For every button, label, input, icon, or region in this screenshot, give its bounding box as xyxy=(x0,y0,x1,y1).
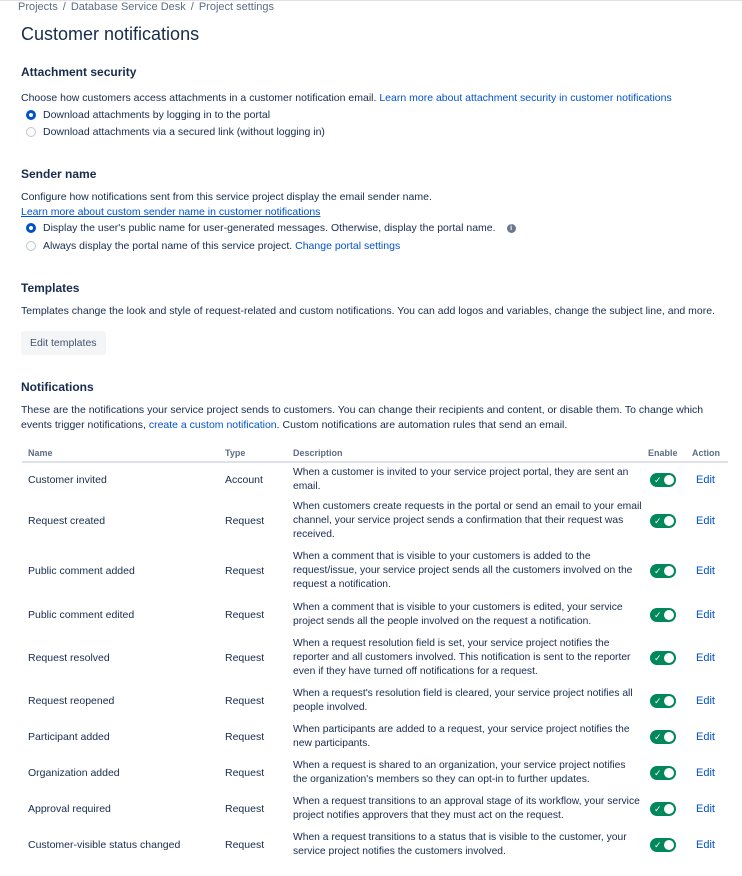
notification-name: Customer-visible status changed xyxy=(28,839,181,851)
attachment-option-login-label: Download attachments by logging in to the portal xyxy=(43,109,271,121)
enable-toggle[interactable] xyxy=(650,730,676,744)
check-icon: ✓ xyxy=(654,609,662,620)
notification-type: Request xyxy=(225,565,265,577)
toggle-knob xyxy=(664,516,674,526)
attachment-security-description xyxy=(21,92,672,104)
notification-type: Request xyxy=(225,803,265,815)
notification-name: Request created xyxy=(28,515,106,527)
notification-action-cell xyxy=(686,827,728,863)
edit-link[interactable]: Edit xyxy=(696,803,715,815)
notification-enable-cell xyxy=(642,462,686,496)
notification-enable-cell xyxy=(642,633,686,683)
check-icon: ✓ xyxy=(654,768,662,778)
edit-link[interactable]: Edit xyxy=(696,731,715,743)
breadcrumb-projects[interactable]: Projects xyxy=(18,1,58,13)
notifications-description-line1: These are the notifications your service project sends to customers. You can change their recipients and content, or disable them. To change which xyxy=(21,404,704,416)
edit-link[interactable]: Edit xyxy=(696,695,715,707)
notification-description: When a request transitions to a status that is visible to the customer, your service project notifies the customers involved. xyxy=(293,832,627,857)
toggle-knob xyxy=(664,840,674,850)
notification-enable-cell xyxy=(642,827,686,863)
notification-type: Request xyxy=(225,515,265,527)
change-portal-settings-link[interactable]: Change portal settings xyxy=(295,240,401,252)
notification-action-cell xyxy=(686,719,728,755)
table-row xyxy=(22,827,728,863)
create-custom-notification-link[interactable]: create a custom notification xyxy=(148,419,277,431)
notification-description: When a comment that is visible to your customers is added to the request/issue, your service project sends all the customers involved on the request a notification. xyxy=(293,551,633,590)
notification-description: When a request's resolution field is cleared, your service project notifies all people involved. xyxy=(293,688,633,713)
notification-name: Participant added xyxy=(28,731,110,743)
check-icon: ✓ xyxy=(654,732,662,742)
notification-type: Account xyxy=(225,473,263,486)
notification-enable-cell xyxy=(642,496,686,546)
notification-type: Request xyxy=(225,608,265,621)
toggle-knob xyxy=(664,610,674,620)
enable-toggle[interactable] xyxy=(650,694,676,708)
enable-toggle[interactable] xyxy=(650,651,676,665)
attachment-option-login[interactable] xyxy=(26,109,270,121)
table-header-row xyxy=(22,444,728,462)
sender-option-portal-name-text: Always display the portal name of this service project. xyxy=(43,240,293,252)
sender-option-public-name[interactable] xyxy=(26,222,516,234)
breadcrumb xyxy=(18,1,274,13)
notification-enable-cell xyxy=(642,546,686,596)
notification-name: Request resolved xyxy=(28,652,110,664)
notification-name: Public comment added xyxy=(28,565,135,577)
sender-name-title: Sender name xyxy=(21,167,97,181)
edit-link[interactable]: Edit xyxy=(696,565,715,577)
enable-toggle[interactable] xyxy=(650,514,676,528)
notification-enable-cell xyxy=(642,719,686,755)
notification-type: Request xyxy=(225,652,265,664)
breadcrumb-separator: / xyxy=(62,1,66,13)
column-header-enable: Enable xyxy=(642,444,686,462)
notification-description: When a comment that is visible to your customers is edited, your service project sends all the people involved on the request a notification. xyxy=(293,601,623,627)
notification-action-cell xyxy=(686,496,728,546)
sender-name-learn-more-link[interactable]: Learn more about custom sender name in customer notifications xyxy=(21,206,321,218)
notification-name: Request reopened xyxy=(28,695,115,707)
sender-name-learn-more xyxy=(21,206,320,218)
table-row xyxy=(22,462,728,496)
check-icon: ✓ xyxy=(654,840,662,850)
check-icon: ✓ xyxy=(654,696,662,706)
breadcrumb-project[interactable]: Database Service Desk xyxy=(70,1,186,13)
check-icon: ✓ xyxy=(654,516,662,526)
sender-option-portal-name-label xyxy=(43,240,400,252)
toggle-knob xyxy=(664,768,674,778)
notification-description: When a request transitions to an approval stage of its workflow, your service project notifies approvers that they must act on the request. xyxy=(293,796,640,821)
notification-action-cell xyxy=(686,755,728,791)
check-icon: ✓ xyxy=(654,474,662,485)
column-header-name: Name xyxy=(22,444,219,462)
templates-title: Templates xyxy=(21,281,80,295)
notification-enable-cell xyxy=(642,791,686,827)
notification-enable-cell xyxy=(642,755,686,791)
notification-action-cell xyxy=(686,633,728,683)
edit-link[interactable]: Edit xyxy=(696,767,715,779)
notification-description: When a request resolution field is set, your service project notifies the reporter and all customers involved. This notification is sent to the reporter even if they have turned off notifications for a request. xyxy=(293,638,631,677)
notification-description: When customers create requests in the portal or send an email to your email channel, your service project sends a confirmation that their request was received. xyxy=(293,501,642,540)
toggle-knob xyxy=(664,566,674,576)
table-row xyxy=(22,596,728,633)
attachment-security-text: Choose how customers access attachments in a customer notification email. xyxy=(21,92,377,104)
notification-description: When participants are added to a request, your service project notifies the new participants. xyxy=(293,724,630,749)
breadcrumb-separator: / xyxy=(190,1,194,13)
notification-enable-cell xyxy=(642,683,686,719)
sender-option-public-name-label: Display the user's public name for user-generated messages. Otherwise, display the portal name. xyxy=(43,222,496,234)
notification-description: When a customer is invited to your service project portal, they are sent an email. xyxy=(293,466,629,492)
table-row xyxy=(22,719,728,755)
breadcrumb-settings[interactable]: Project settings xyxy=(198,1,275,13)
sender-name-description: Configure how notifications sent from this service project display the email sender name. xyxy=(21,191,432,203)
notification-type: Request xyxy=(225,839,265,851)
notification-action-cell xyxy=(686,462,728,496)
toggle-knob xyxy=(664,732,674,742)
notification-action-cell xyxy=(686,791,728,827)
toggle-knob xyxy=(664,475,674,485)
attachment-security-learn-more-link[interactable]: Learn more about attachment security in customer notifications xyxy=(379,92,672,104)
templates-description: Templates change the look and style of request-related and custom notifications. You can add logos and variables, change the subject line, and more. xyxy=(21,305,716,317)
check-icon: ✓ xyxy=(654,653,662,663)
notification-action-cell xyxy=(686,596,728,633)
table-row xyxy=(22,633,728,683)
column-header-action: Action xyxy=(686,444,728,462)
notification-name: Approval required xyxy=(28,803,111,815)
toggle-knob xyxy=(664,804,674,814)
notification-type: Request xyxy=(225,767,265,779)
radio-unselected-icon[interactable] xyxy=(26,241,36,251)
attachment-option-secured-link-label: Download attachments via a secured link (without logging in) xyxy=(43,126,325,138)
attachment-security-title: Attachment security xyxy=(21,65,137,79)
notification-name: Organization added xyxy=(28,767,120,779)
notification-type: Request xyxy=(225,695,265,707)
notification-description: When a request is shared to an organization, your service project notifies the organization's members so they can opt-in to further updates. xyxy=(293,760,626,785)
table-row xyxy=(22,496,728,546)
table-row xyxy=(22,791,728,827)
enable-toggle[interactable] xyxy=(650,473,676,487)
notifications-desc-post: . Custom notifications are automation rules that send an email. xyxy=(276,419,568,431)
attachment-option-secured-link[interactable] xyxy=(26,126,325,138)
toggle-knob xyxy=(664,653,674,663)
notification-type: Request xyxy=(225,731,265,743)
notification-name: Customer invited xyxy=(28,473,107,486)
info-icon[interactable]: i xyxy=(507,224,516,233)
notification-action-cell xyxy=(686,683,728,719)
edit-link[interactable]: Edit xyxy=(696,652,715,664)
column-header-description: Description xyxy=(287,444,642,462)
notifications-title: Notifications xyxy=(21,380,94,394)
edit-link[interactable]: Edit xyxy=(696,608,715,621)
column-header-type: Type xyxy=(219,444,287,462)
notification-enable-cell xyxy=(642,596,686,633)
table-row xyxy=(22,683,728,719)
edit-link[interactable]: Edit xyxy=(696,515,715,527)
sender-option-portal-name[interactable] xyxy=(26,240,400,252)
check-icon: ✓ xyxy=(654,804,662,814)
radio-unselected-icon[interactable] xyxy=(26,127,36,137)
enable-toggle[interactable] xyxy=(650,766,676,780)
page-title: Customer notifications xyxy=(21,24,200,44)
notifications-table xyxy=(22,444,728,863)
enable-toggle[interactable] xyxy=(650,802,676,816)
enable-toggle[interactable] xyxy=(650,838,676,852)
notification-action-cell xyxy=(686,546,728,596)
notifications-description-line2 xyxy=(21,419,567,431)
edit-link[interactable]: Edit xyxy=(696,839,715,851)
notification-name: Public comment edited xyxy=(28,608,135,621)
radio-selected-icon[interactable] xyxy=(26,223,36,233)
toggle-knob xyxy=(664,696,674,706)
enable-toggle[interactable] xyxy=(650,608,676,622)
edit-templates-button[interactable]: Edit templates xyxy=(21,331,106,355)
edit-link[interactable]: Edit xyxy=(696,473,715,486)
radio-selected-icon[interactable] xyxy=(26,110,36,120)
check-icon: ✓ xyxy=(654,566,662,576)
table-row xyxy=(22,755,728,791)
notifications-desc-pre: events trigger notifications, xyxy=(21,419,149,431)
table-row xyxy=(22,546,728,596)
enable-toggle[interactable] xyxy=(650,564,676,578)
